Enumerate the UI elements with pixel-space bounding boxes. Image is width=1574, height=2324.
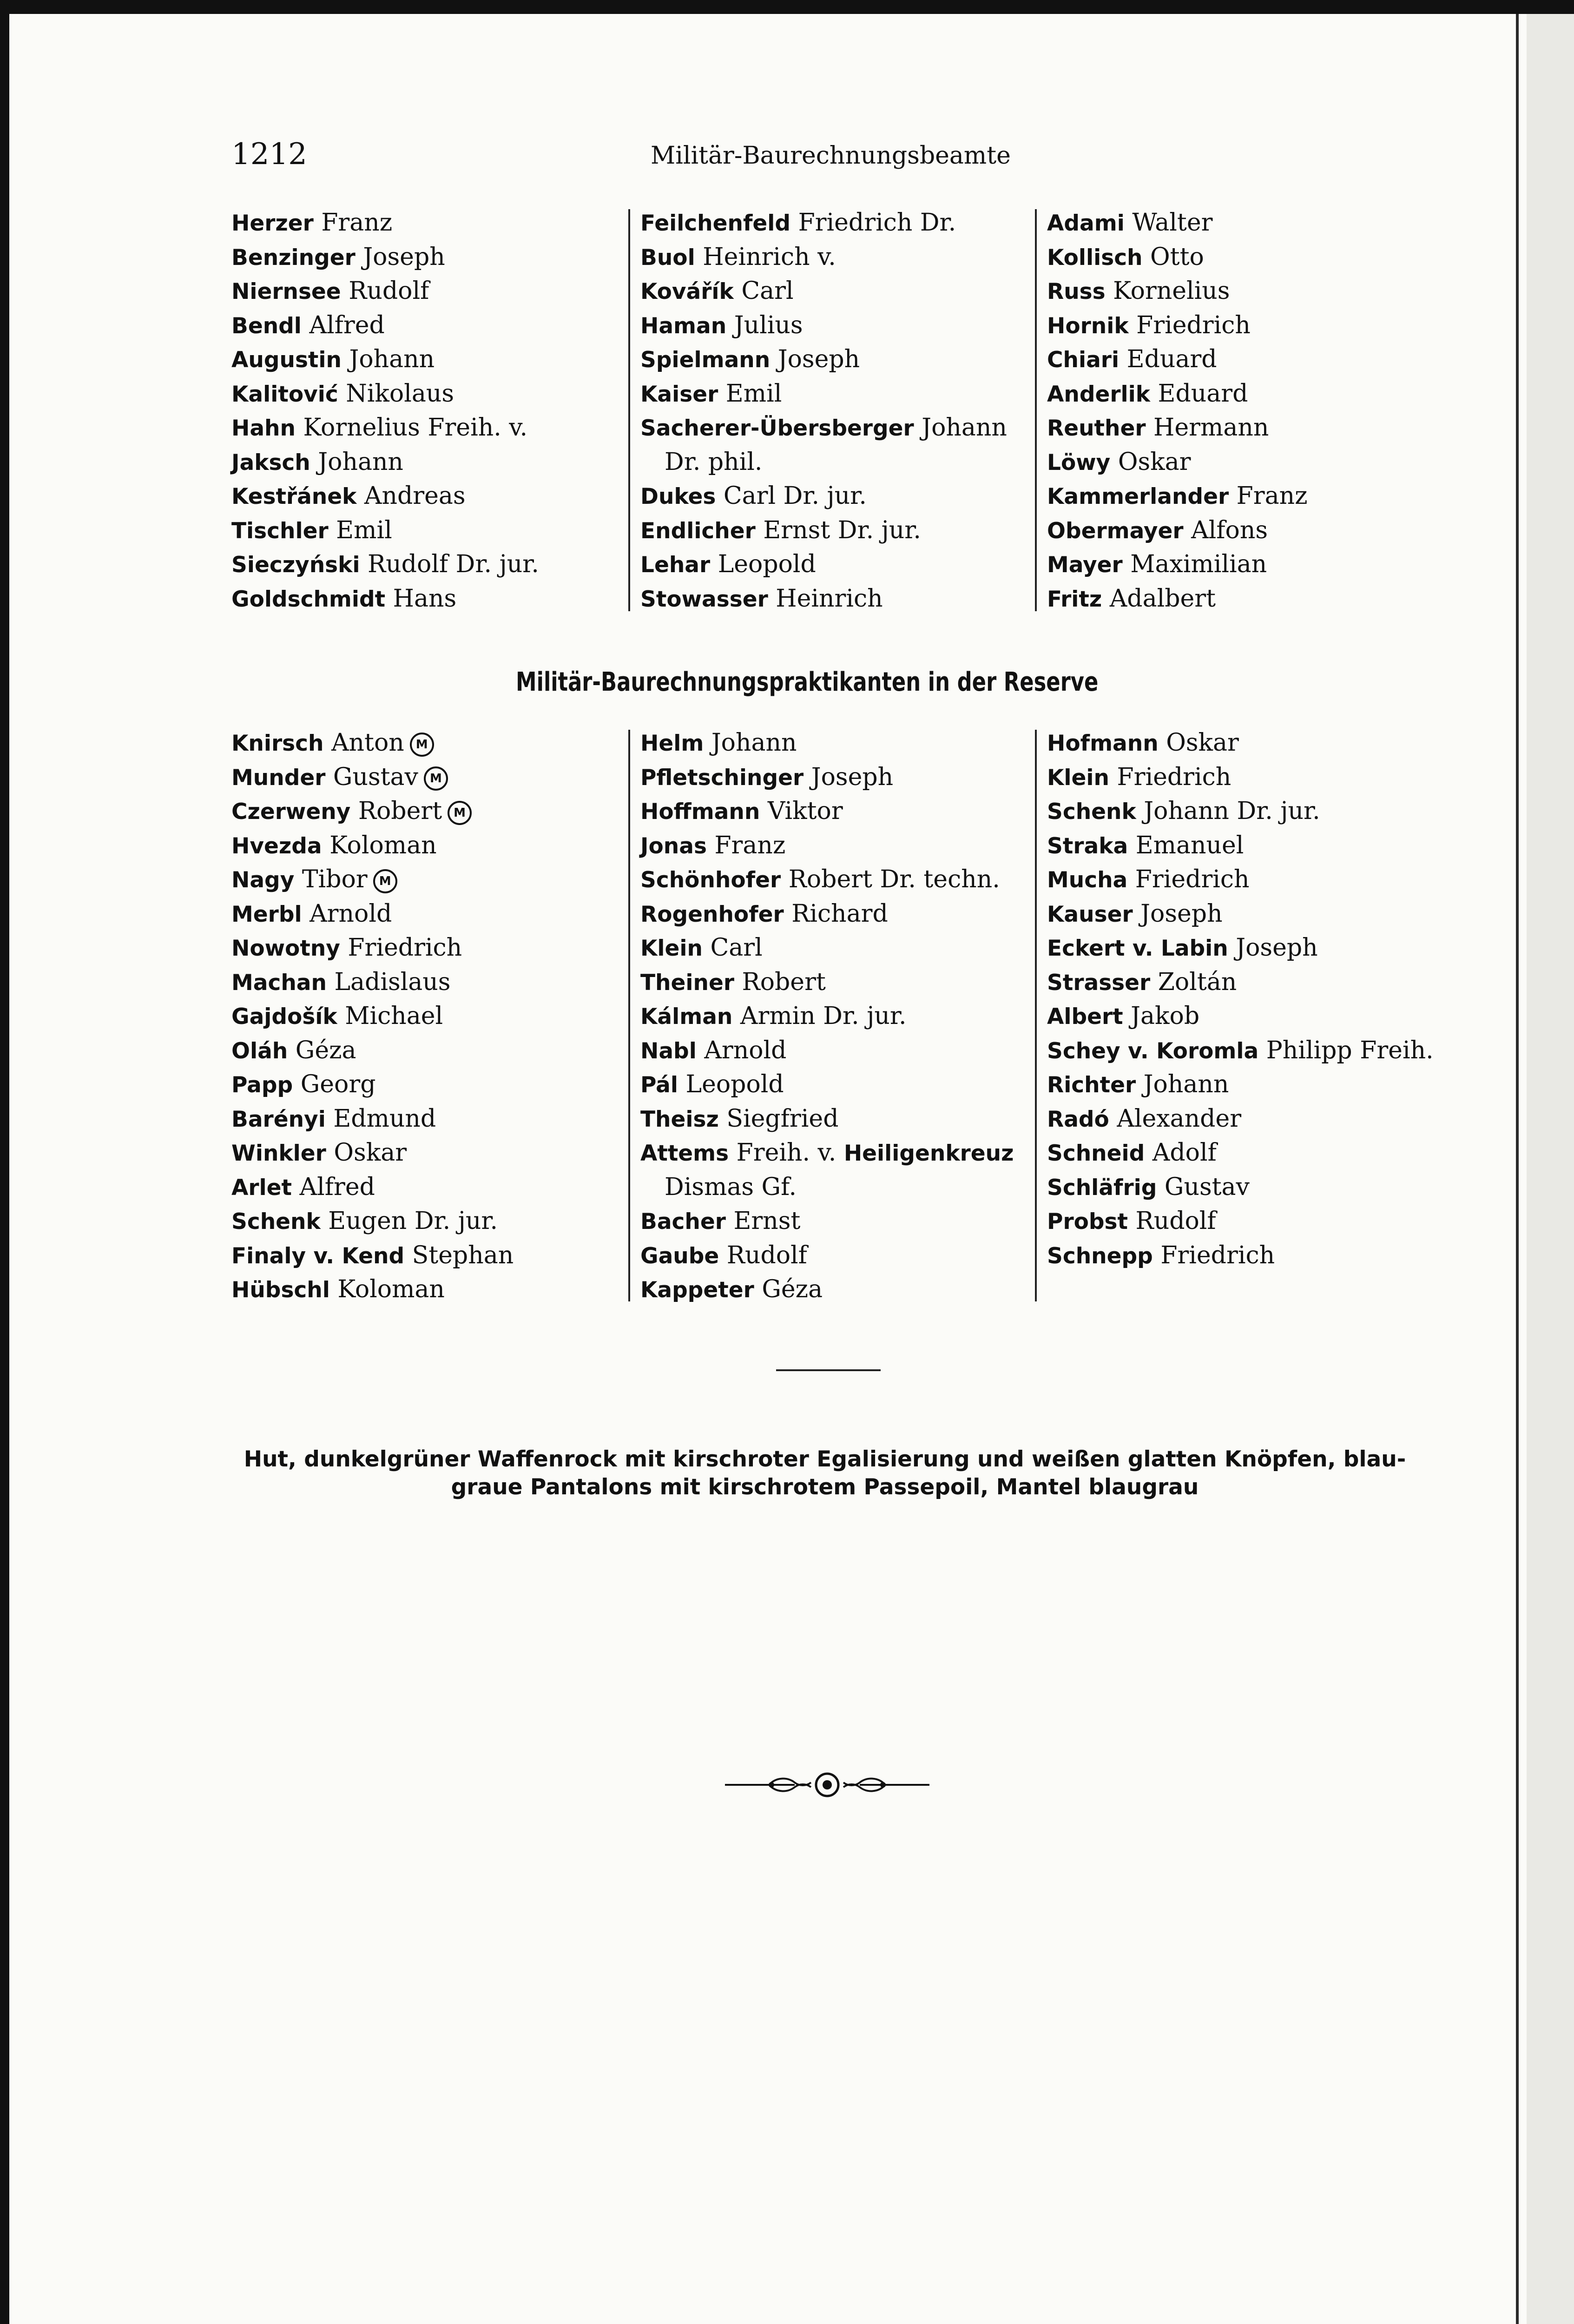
name-entry xyxy=(231,1170,514,1205)
surname: Gaube xyxy=(640,1243,719,1269)
given-name: Johann xyxy=(914,414,1007,442)
given-name: Emil xyxy=(718,379,782,408)
name-entry xyxy=(640,897,1014,931)
surname: Bendl xyxy=(231,313,302,339)
given-name: Koloman xyxy=(329,1275,445,1303)
name-entry xyxy=(1047,931,1434,965)
surname: Gajdošík xyxy=(231,1004,337,1030)
name-entry xyxy=(231,411,539,445)
name-entry xyxy=(1047,240,1307,275)
name-entry xyxy=(231,1204,514,1239)
given-name: Kornelius xyxy=(1105,277,1230,305)
name-entry xyxy=(1047,1034,1434,1068)
given-name: Friedrich xyxy=(340,934,462,962)
name-entry xyxy=(231,479,539,514)
surname: Bacher xyxy=(640,1209,726,1235)
given-name: Gustav xyxy=(1157,1173,1250,1201)
given-name: Alexander xyxy=(1109,1104,1242,1133)
surname: Kovářík xyxy=(640,279,734,304)
surname: Hoffmann xyxy=(640,799,760,825)
section1-column-3 xyxy=(1047,206,1307,616)
surname: Richter xyxy=(1047,1072,1136,1098)
surname-suffix: Heiligenkreuz xyxy=(843,1141,1014,1166)
given-name: Johann xyxy=(1136,1070,1229,1098)
given-name: Anton xyxy=(323,729,404,757)
name-entry xyxy=(231,582,539,616)
name-entry xyxy=(640,479,1007,514)
given-name: Rudolf xyxy=(719,1241,807,1269)
surname: Löwy xyxy=(1047,449,1111,475)
surname: Kalitović xyxy=(231,381,338,407)
surname: Obermayer xyxy=(1047,518,1184,544)
surname: Hahn xyxy=(231,416,296,441)
name-entry xyxy=(640,829,1014,863)
name-entry xyxy=(640,309,1007,343)
name-entry xyxy=(231,548,539,582)
page-fold xyxy=(1516,14,1519,2324)
surname: Niernsee xyxy=(231,279,341,304)
given-name: Adalbert xyxy=(1102,584,1216,613)
surname: Merbl xyxy=(231,901,302,927)
uniform-description xyxy=(228,1446,1422,1501)
surname: Munder xyxy=(231,765,326,791)
given-name: Armin Dr. jur. xyxy=(732,1002,907,1030)
given-name: Alfred xyxy=(292,1173,375,1201)
name-entry xyxy=(640,274,1007,309)
name-entry xyxy=(231,240,539,275)
surname: Kaiser xyxy=(640,381,718,407)
name-entry xyxy=(231,760,514,795)
name-entry xyxy=(640,582,1007,616)
surname: Dukes xyxy=(640,484,716,509)
surname: Klein xyxy=(640,936,703,961)
name-entry xyxy=(640,1034,1014,1068)
page-number: 1212 xyxy=(231,137,307,172)
name-entry xyxy=(231,445,539,480)
given-name: Franz xyxy=(313,209,393,237)
name-entry xyxy=(1047,999,1434,1034)
name-entry xyxy=(231,726,514,760)
surname: Nowotny xyxy=(231,936,340,961)
name-entry xyxy=(1047,863,1434,897)
surname: Theiner xyxy=(640,970,735,996)
name-entry xyxy=(1047,377,1307,411)
name-entry xyxy=(640,863,1014,897)
name-entry xyxy=(231,829,514,863)
surname: Kollisch xyxy=(1047,244,1143,271)
name-entry xyxy=(640,794,1014,829)
surname: Schey v. Koromla xyxy=(1047,1038,1259,1064)
section1-column-1 xyxy=(231,206,539,616)
surname: Russ xyxy=(1047,279,1106,304)
surname: Haman xyxy=(640,313,727,339)
name-entry xyxy=(1047,514,1307,548)
surname: Schenk xyxy=(1047,799,1136,825)
given-name: Maximilian xyxy=(1122,550,1267,578)
page-edge xyxy=(1527,14,1574,2324)
given-name: Emil xyxy=(328,516,392,544)
circled-m-icon: M xyxy=(373,869,397,893)
surname: Radó xyxy=(1047,1106,1109,1132)
name-entry xyxy=(231,794,514,829)
name-entry xyxy=(1047,479,1307,514)
given-name: Jakob xyxy=(1123,1002,1200,1030)
surname: Sieczyński xyxy=(231,552,360,578)
surname: Barényi xyxy=(231,1106,326,1132)
given-name: Robert Dr. techn. xyxy=(781,865,1000,893)
given-name: Dismas Gf. xyxy=(665,1173,797,1201)
name-entry xyxy=(640,206,1007,240)
column-divider xyxy=(1035,730,1037,1301)
name-entry xyxy=(231,999,514,1034)
given-name: Carl Dr. jur. xyxy=(716,482,867,510)
given-name: Ernst xyxy=(725,1207,801,1235)
name-entry xyxy=(640,1068,1014,1102)
name-entry xyxy=(231,931,514,965)
surname: Theisz xyxy=(640,1106,719,1132)
given-name: Rudolf xyxy=(1128,1207,1216,1235)
given-name: Viktor xyxy=(760,797,843,825)
surname: Winkler xyxy=(231,1141,326,1166)
name-entry xyxy=(640,931,1014,965)
name-entry xyxy=(1047,343,1307,377)
surname: Probst xyxy=(1047,1209,1128,1235)
given-name: Edmund xyxy=(325,1104,436,1133)
name-entry xyxy=(1047,1204,1434,1239)
name-entry xyxy=(1047,829,1434,863)
surname: Jonas xyxy=(640,833,707,859)
given-name: Joseph xyxy=(1228,934,1318,962)
given-name: Joseph xyxy=(803,763,894,791)
circled-m-icon: M xyxy=(410,733,434,757)
surname: Papp xyxy=(231,1072,293,1098)
given-name: Otto xyxy=(1142,243,1204,271)
surname: Sacherer-Übersberger xyxy=(640,416,914,441)
given-name: Ernst Dr. jur. xyxy=(755,516,921,544)
given-name: Friedrich Dr. xyxy=(790,209,956,237)
surname: Strasser xyxy=(1047,970,1151,996)
given-name: Joseph xyxy=(355,243,445,271)
surname: Albert xyxy=(1047,1004,1123,1030)
given-name: Julius xyxy=(726,311,803,339)
given-name: Freih. v. xyxy=(729,1139,844,1167)
surname: Hvezda xyxy=(231,833,322,859)
name-entry xyxy=(1047,1136,1434,1170)
name-entry xyxy=(640,411,1007,445)
given-name: Johann xyxy=(704,729,797,757)
name-entry xyxy=(640,1170,1014,1205)
given-name: Oskar xyxy=(1158,729,1239,757)
surname: Finaly v. Kend xyxy=(231,1243,405,1269)
name-entry xyxy=(231,309,539,343)
given-name: Friedrich xyxy=(1153,1241,1275,1269)
name-entry xyxy=(640,760,1014,795)
given-name: Zoltán xyxy=(1150,968,1237,996)
given-name: Oskar xyxy=(326,1139,407,1167)
given-name: Friedrich xyxy=(1109,763,1232,791)
surname: Kappeter xyxy=(640,1277,754,1303)
given-name: Andreas xyxy=(356,482,466,510)
ornamental-divider xyxy=(725,1769,929,1801)
given-name: Gustav xyxy=(325,763,418,791)
surname: Goldschmidt xyxy=(231,586,386,612)
section-heading: Militär-Baurechnungspraktikanten in der Reserve xyxy=(516,667,1099,697)
name-entry xyxy=(231,897,514,931)
given-name: Johann Dr. jur. xyxy=(1136,797,1320,825)
surname: Klein xyxy=(1047,765,1109,791)
section2-column-2 xyxy=(640,726,1014,1307)
name-entry xyxy=(640,514,1007,548)
given-name: Stephan xyxy=(404,1241,514,1269)
surname: Chiari xyxy=(1047,347,1120,373)
column-divider xyxy=(628,209,630,611)
name-entry xyxy=(231,343,539,377)
name-entry xyxy=(231,377,539,411)
name-entry xyxy=(1047,1239,1434,1273)
given-name: Alfred xyxy=(301,311,385,339)
given-name: Eduard xyxy=(1119,345,1217,373)
surname: Knirsch xyxy=(231,731,324,756)
name-entry xyxy=(640,1204,1014,1239)
name-entry xyxy=(640,999,1014,1034)
given-name: Michael xyxy=(337,1002,443,1030)
surname: Hofmann xyxy=(1047,731,1159,756)
surname: Schläfrig xyxy=(1047,1175,1157,1201)
given-name: Emanuel xyxy=(1128,831,1244,859)
name-entry xyxy=(1047,1170,1434,1205)
given-name: Dr. phil. xyxy=(665,448,763,476)
name-entry xyxy=(640,445,1007,480)
running-title: Militär-Baurechnungsbeamte xyxy=(651,142,1011,170)
name-entry xyxy=(1047,309,1307,343)
column-divider xyxy=(628,730,630,1301)
name-entry xyxy=(640,548,1007,582)
name-entry xyxy=(1047,548,1307,582)
given-name: Koloman xyxy=(322,831,437,859)
name-entry xyxy=(231,1068,514,1102)
name-entry xyxy=(231,1034,514,1068)
surname: Anderlik xyxy=(1047,381,1151,407)
surname: Fritz xyxy=(1047,586,1102,612)
name-entry xyxy=(1047,760,1434,795)
surname: Augustin xyxy=(231,347,342,373)
uniform-line-1: Hut, dunkelgrüner Waffenrock mit kirschroter Egalisierung und weißen glatten Knöpfen, blau- xyxy=(244,1446,1406,1472)
surname: Oláh xyxy=(231,1038,288,1064)
surname: Mucha xyxy=(1047,867,1128,893)
section2-column-1 xyxy=(231,726,514,1307)
given-name: Alfons xyxy=(1183,516,1268,544)
name-entry xyxy=(640,1273,1014,1307)
name-entry xyxy=(231,1273,514,1307)
given-name: Rudolf Dr. jur. xyxy=(360,550,539,578)
given-name: Carl xyxy=(702,934,763,962)
given-name: Eduard xyxy=(1150,379,1248,408)
surname: Endlicher xyxy=(640,518,756,544)
given-name: Arnold xyxy=(696,1036,787,1064)
surname: Spielmann xyxy=(640,347,771,373)
given-name: Friedrich xyxy=(1128,311,1251,339)
section2-column-3 xyxy=(1047,726,1434,1273)
surname: Kammerlander xyxy=(1047,484,1229,509)
given-name: Friedrich xyxy=(1127,865,1250,893)
surname: Schönhofer xyxy=(640,867,781,893)
given-name: Leopold xyxy=(678,1070,784,1098)
name-entry xyxy=(1047,582,1307,616)
surname: Attems xyxy=(640,1141,729,1166)
surname: Tischler xyxy=(231,518,329,544)
surname: Schenk xyxy=(231,1209,321,1235)
given-name: Walter xyxy=(1124,209,1213,237)
name-entry xyxy=(231,514,539,548)
surname: Jaksch xyxy=(231,449,310,475)
circled-m-icon: M xyxy=(424,766,448,791)
given-name: Siegfried xyxy=(718,1104,839,1133)
surname: Machan xyxy=(231,970,327,996)
surname: Stowasser xyxy=(640,586,768,612)
surname: Feilchenfeld xyxy=(640,211,791,236)
column-divider xyxy=(1035,209,1037,611)
given-name: Franz xyxy=(706,831,786,859)
section1-column-2 xyxy=(640,206,1007,616)
surname: Helm xyxy=(640,731,704,756)
given-name: Eugen Dr. jur. xyxy=(320,1207,498,1235)
given-name: Robert xyxy=(734,968,826,996)
given-name: Heinrich v. xyxy=(695,243,836,271)
given-name: Robert xyxy=(350,797,442,825)
given-name: Tibor xyxy=(294,865,368,893)
surname: Kálman xyxy=(640,1004,733,1030)
surname: Nabl xyxy=(640,1038,697,1064)
surname: Pál xyxy=(640,1072,678,1098)
name-entry xyxy=(640,1239,1014,1273)
surname: Mayer xyxy=(1047,552,1123,578)
name-entry xyxy=(1047,411,1307,445)
surname: Kauser xyxy=(1047,901,1133,927)
circled-m-icon: M xyxy=(448,801,472,825)
name-entry xyxy=(640,1136,1014,1170)
surname: Herzer xyxy=(231,211,314,236)
given-name: Johann xyxy=(341,345,435,373)
given-name: Nikolaus xyxy=(338,379,454,408)
surname: Czerweny xyxy=(231,799,351,825)
given-name: Richard xyxy=(784,899,888,928)
surname: Hornik xyxy=(1047,313,1129,339)
given-name: Heinrich xyxy=(768,584,883,613)
name-entry xyxy=(1047,726,1434,760)
name-entry xyxy=(1047,794,1434,829)
surname: Pfletschinger xyxy=(640,765,804,791)
name-entry xyxy=(1047,897,1434,931)
surname: Schneid xyxy=(1047,1141,1145,1166)
name-entry xyxy=(1047,1102,1434,1136)
given-name: Adolf xyxy=(1145,1139,1217,1167)
given-name: Georg xyxy=(293,1070,376,1098)
surname: Adami xyxy=(1047,211,1125,236)
surname: Lehar xyxy=(640,552,711,578)
name-entry xyxy=(1047,274,1307,309)
name-entry xyxy=(640,343,1007,377)
surname: Nagy xyxy=(231,867,295,893)
name-entry xyxy=(1047,445,1307,480)
given-name: Leopold xyxy=(710,550,816,578)
surname: Reuther xyxy=(1047,416,1146,441)
name-entry xyxy=(231,863,514,897)
given-name: Ladislaus xyxy=(326,968,451,996)
given-name: Arnold xyxy=(302,899,392,928)
given-name: Hermann xyxy=(1146,414,1269,442)
name-entry xyxy=(231,1239,514,1273)
surname: Straka xyxy=(1047,833,1128,859)
name-entry xyxy=(640,965,1014,1000)
name-entry xyxy=(1047,206,1307,240)
name-entry xyxy=(231,965,514,1000)
given-name: Hans xyxy=(385,584,457,613)
name-entry xyxy=(640,1102,1014,1136)
name-entry xyxy=(1047,1068,1434,1102)
surname: Eckert v. Labin xyxy=(1047,936,1228,961)
uniform-line-2: graue Pantalons mit kirschrotem Passepoil, Mantel blaugrau xyxy=(451,1474,1199,1500)
given-name: Franz xyxy=(1229,482,1308,510)
name-entry xyxy=(640,377,1007,411)
given-name: Oskar xyxy=(1110,448,1191,476)
name-entry xyxy=(231,274,539,309)
given-name: Rudolf xyxy=(341,277,429,305)
surname: Buol xyxy=(640,244,695,271)
given-name: Géza xyxy=(754,1275,823,1303)
given-name: Joseph xyxy=(1133,899,1223,928)
name-entry xyxy=(1047,965,1434,1000)
surname: Arlet xyxy=(231,1175,292,1201)
name-entry xyxy=(231,1136,514,1170)
name-entry xyxy=(640,726,1014,760)
given-name: Géza xyxy=(288,1036,356,1064)
short-divider-rule xyxy=(776,1369,881,1371)
given-name: Johann xyxy=(310,448,403,476)
given-name: Philipp Freih. xyxy=(1258,1036,1434,1064)
given-name: Kornelius Freih. v. xyxy=(295,414,527,442)
surname: Rogenhofer xyxy=(640,901,784,927)
surname: Kestřánek xyxy=(231,484,357,509)
name-entry xyxy=(231,1102,514,1136)
surname: Hübschl xyxy=(231,1277,330,1303)
name-entry xyxy=(231,206,539,240)
surname: Schnepp xyxy=(1047,1243,1153,1269)
name-entry xyxy=(640,240,1007,275)
given-name: Joseph xyxy=(770,345,860,373)
given-name: Carl xyxy=(733,277,794,305)
surname: Benzinger xyxy=(231,244,356,271)
